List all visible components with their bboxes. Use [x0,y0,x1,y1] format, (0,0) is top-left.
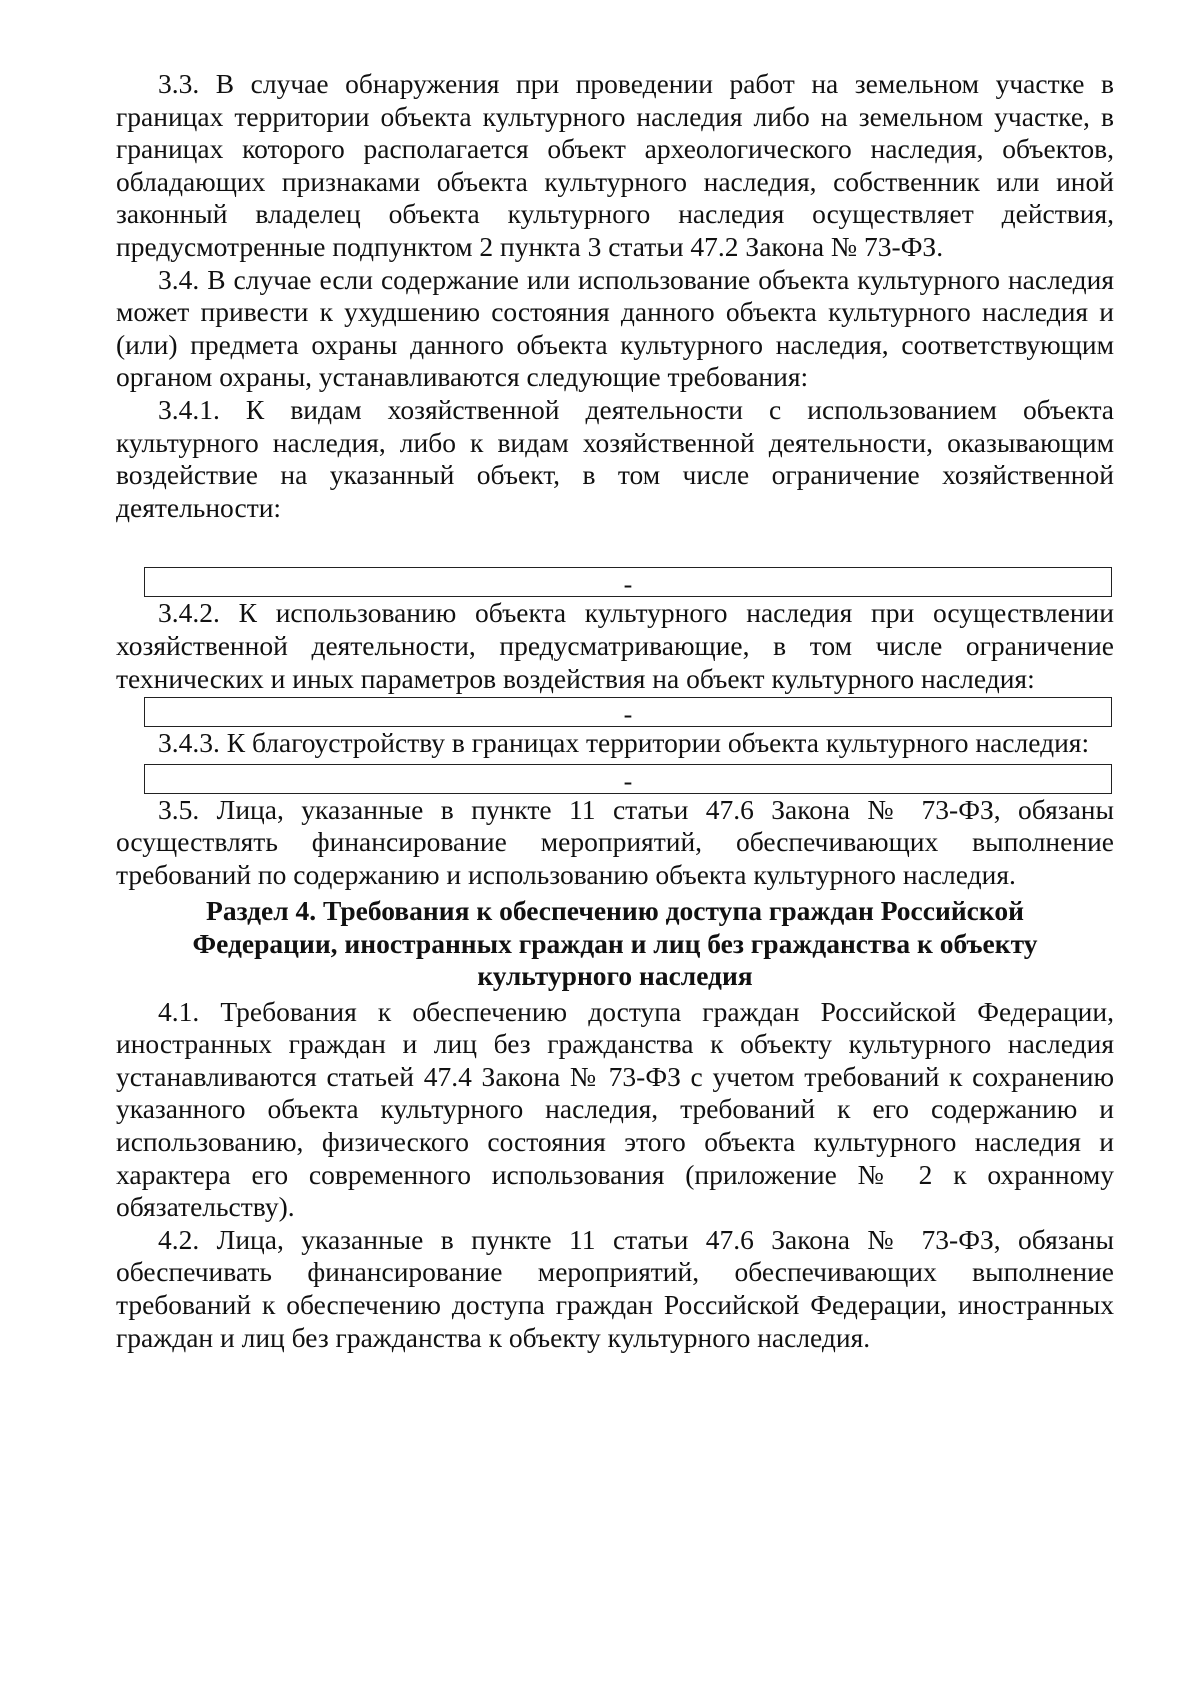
paragraph-4-2: 4.2. Лица, указанные в пункте 11 статьи 47.6 Закона № 73-ФЗ, обязаны обеспечивать финансирование мероприятий, обеспечивающих выполнение требований к обеспечению доступа граждан Российской Федерации, иностранных граждан и лиц без гражданства к объекту культурного наследия. [116,1223,1114,1353]
paragraph-4-1: 4.1. Требования к обеспечению доступа граждан Российской Федерации, иностранных граждан и лиц без гражданства к объекту культурного наследия устанавливаются статьей 47.4 Закона № 73-ФЗ с учетом требований к сохранению указанного объекта культурного наследия, требований к его содержанию и использованию, физического состояния этого объекта культурного наследия и характера его современного использования (приложение № 2 к охранному обязательству). [116,995,1114,1223]
paragraph-3-4-3: 3.4.3. К благоустройству в границах территории объекта культурного наследия: [158,727,1090,759]
requirements-box-3-4-1: - [144,567,1112,597]
document-page [116,68,1114,1354]
paragraph-3-3: 3.3. В случае обнаружения при проведении работ на земельном участке в границах территории объекта культурного наследия либо на земельном участке, в границах которого располагается объект археологического наследия, объектов, обладающих признаками объекта культурного наследия, собственник или иной законный владелец объекта культурного наследия осуществляет действия, предусмотренные подпунктом 2 пункта 3 статьи 47.2 Закона № 73-ФЗ. [116,68,1114,262]
paragraph-3-4-2: 3.4.2. К использованию объекта культурного наследия при осуществлении хозяйственной деятельности, предусматривающие, в том числе ограничение технических и иных параметров воздействия на объект культурного наследия: [116,597,1114,694]
paragraph-3-4: 3.4. В случае если содержание или использование объекта культурного наследия может привести к ухудшению состояния данного объекта культурного наследия и (или) предмета охраны данного объекта культурного наследия, соответствующим органом охраны, устанавливаются следующие требования: [116,263,1114,393]
requirements-box-3-4-2: - [144,697,1112,727]
requirements-box-3-4-3: - [144,764,1112,794]
paragraph-3-4-1: 3.4.1. К видам хозяйственной деятельности с использованием объекта культурного наследия, либо к видам хозяйственной деятельности, оказывающим воздействие на указанный объект, в том числе ограничение хозяйственной деятельности: [116,393,1114,523]
section-4-heading: Раздел 4. Требования к обеспечению доступа граждан Российской Федерации, иностранных граждан и лиц без гражданства к объекту культурного наследия [192,895,1038,992]
paragraph-3-5: 3.5. Лица, указанные в пункте 11 статьи 47.6 Закона № 73-ФЗ, обязаны осуществлять финансирование мероприятий, обеспечивающих выполнение требований по содержанию и использованию объекта культурного наследия. [116,793,1114,890]
